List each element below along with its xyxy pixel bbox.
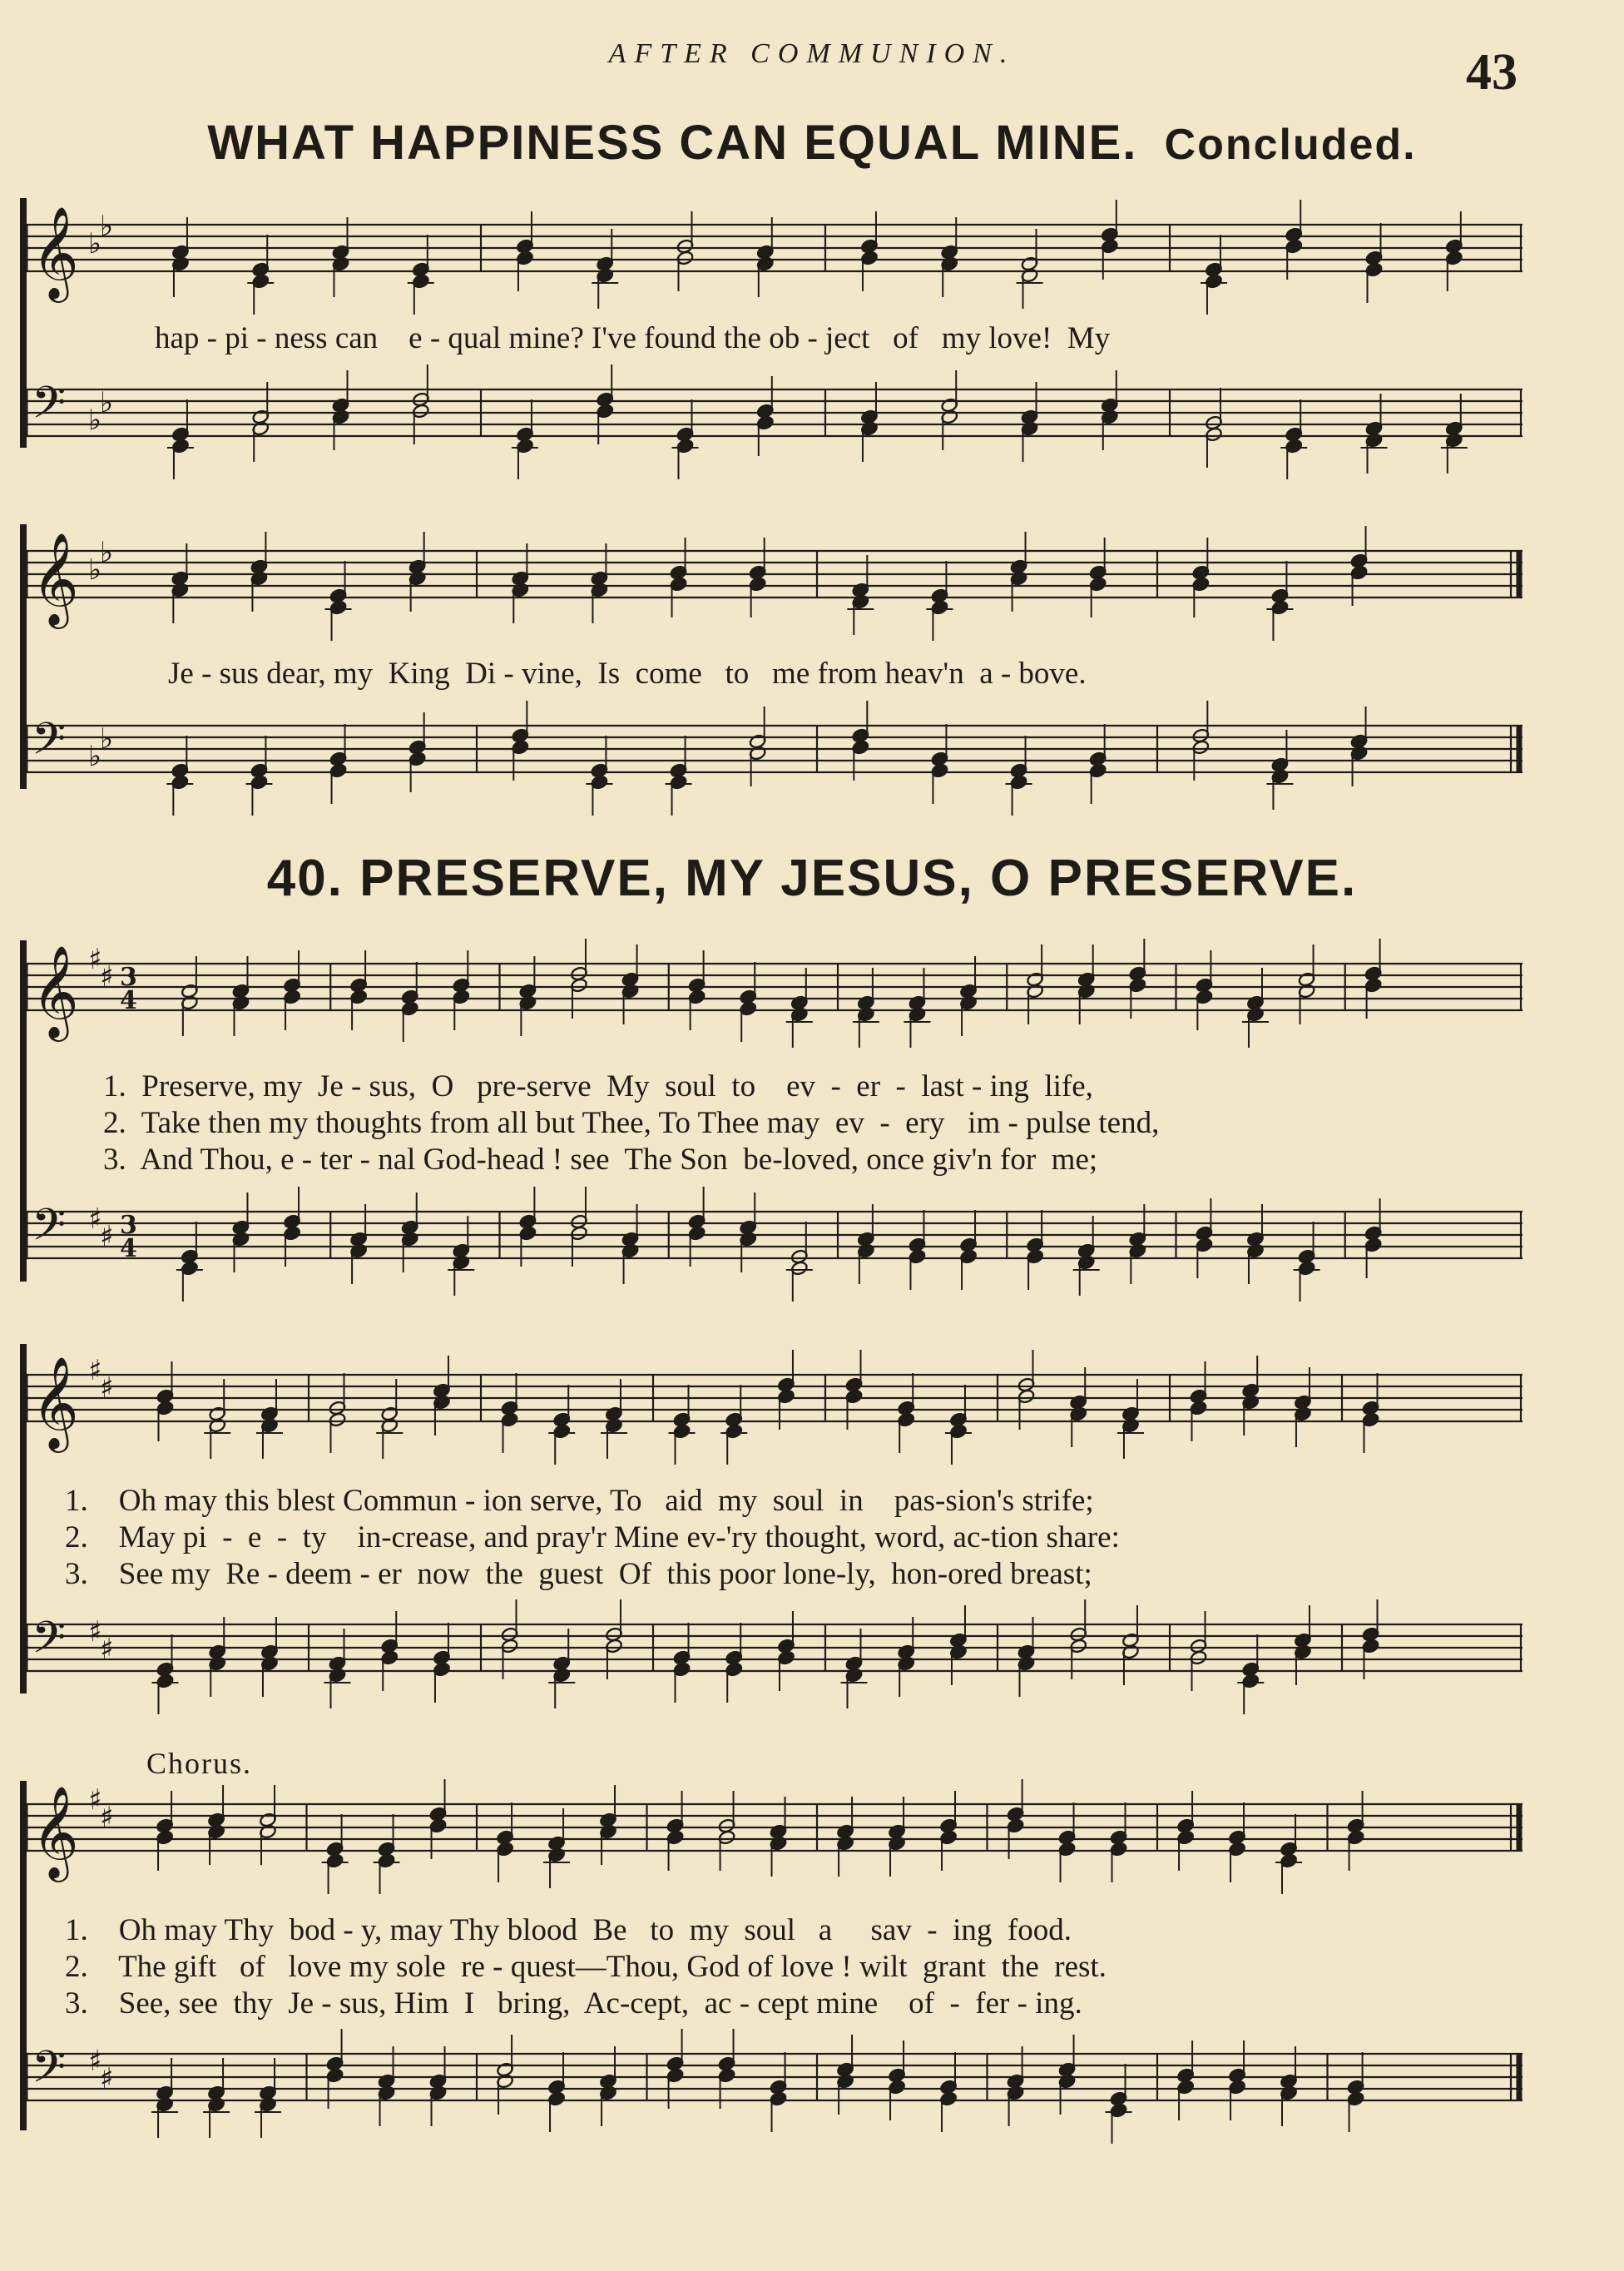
bass-staff [25,373,1522,456]
lyric-line: 1. Preserve, my Je - sus, O pre-serve My soul to ev - er - last - ing life, [103,1069,1093,1103]
svg-text:♯: ♯ [100,1220,114,1253]
svg-text:♭: ♭ [88,227,102,260]
hymn-1-title-suffix: Concluded. [1164,121,1417,169]
running-head: AFTER COMMUNION. [608,38,1016,69]
svg-text:𝄢: 𝄢 [32,1200,67,1262]
svg-text:♭: ♭ [100,386,114,419]
lyric-line: 1. Oh may Thy bod - y, may Thy blood Be to my soul a sav - ing food. [65,1913,1072,1947]
svg-text:♯: ♯ [88,1783,102,1817]
svg-text:♯: ♯ [88,2045,102,2078]
svg-text:♯: ♯ [100,960,114,994]
lyric-line: 2. May pi - e - ty in-crease, and pray'r Mine ev-'ry thought, word, ac-tion share: [65,1520,1120,1554]
treble-staff [25,1783,1522,1878]
svg-text:♯: ♯ [88,1615,102,1649]
svg-text:𝄢: 𝄢 [32,2042,67,2104]
svg-text:♭: ♭ [100,210,114,243]
svg-text:𝄞: 𝄞 [32,1785,79,1878]
treble-staff [25,532,1522,625]
lyric-line: Je - sus dear, my King Di - vine, Is come to me from heav'n a - bove. [168,657,1087,691]
svg-text:4: 4 [120,1234,137,1263]
svg-text:♭: ♭ [100,536,114,569]
svg-text:♯: ♯ [100,1633,114,1666]
svg-text:♯: ♯ [100,1801,114,1834]
svg-text:𝄞: 𝄞 [32,945,79,1038]
lyric-line: 3. And Thou, e - ter - nal God-head ! see The Son be-loved, once giv'n for me; [103,1143,1098,1177]
svg-text:♯: ♯ [88,1354,102,1387]
bass-staff [25,1195,1522,1278]
svg-text:𝄢: 𝄢 [32,714,67,776]
treble-staff [25,1354,1522,1449]
lyric-line: 3. See my Re - deem - er now the guest Of this poor lone-ly, hon-ored breast; [65,1557,1092,1591]
svg-text:♭: ♭ [88,740,102,773]
hymn-2-title-text: PRESERVE, MY JESUS, O PRESERVE. [359,850,1358,907]
bass-staff [25,1608,1522,1691]
treble-staff [25,943,1522,1038]
hymn-2-number: 40. [266,850,344,907]
hymn-1-title [0,115,1624,171]
svg-text:𝄞: 𝄞 [32,532,79,625]
svg-text:𝄞: 𝄞 [32,206,79,299]
page-number: 43 [1466,44,1518,101]
lyric-line: 2. The gift of love my sole re - quest—Thou, God of love ! wilt grant the rest. [65,1950,1107,1984]
svg-text:♯: ♯ [100,2062,114,2095]
svg-text:4: 4 [120,986,137,1015]
svg-text:♯: ♯ [100,1371,114,1405]
lyric-line: 2. Take then my thoughts from all but Thee, To Thee may ev - ery im - pulse tend, [103,1106,1160,1140]
svg-text:♯: ♯ [88,943,102,976]
bass-staff [25,709,1522,792]
svg-text:𝄢: 𝄢 [32,378,67,439]
svg-text:♯: ♯ [88,1202,102,1236]
lyric-line: 3. See, see thy Je - sus, Him I bring, Ac-cept, ac - cept mine of - fer - ing. [65,1986,1082,2021]
lyric-line: hap - pi - ness can e - qual mine? I've found the ob - ject of my love! My [155,321,1111,355]
bass-staff [25,2037,1522,2120]
svg-text:♭: ♭ [88,553,102,587]
svg-text:𝄢: 𝄢 [32,1613,67,1674]
lyric-line: 1. Oh may this blest Commun - ion serve, To aid my soul in pas-sion's strife; [65,1484,1094,1518]
chorus-label: Chorus. [146,1747,253,1780]
hymn-2-title [0,849,1624,908]
svg-text:𝄞: 𝄞 [32,1356,79,1449]
svg-text:3: 3 [120,1211,137,1240]
treble-staff [25,206,1522,299]
svg-text:♭: ♭ [100,722,114,756]
hymn-1-title-text: WHAT HAPPINESS CAN EQUAL MINE. [207,116,1138,170]
svg-text:♭: ♭ [88,404,102,437]
svg-text:3: 3 [120,963,137,992]
